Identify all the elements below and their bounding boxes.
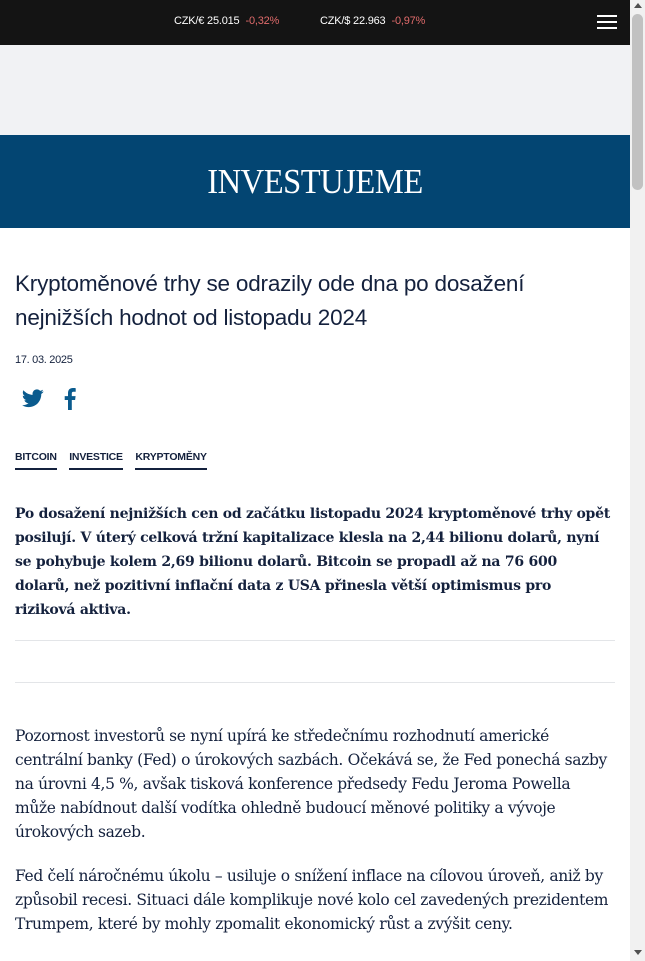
site-logo[interactable]: INVESTUJEME xyxy=(207,162,423,201)
ticker-change: -0,32% xyxy=(245,15,280,27)
ad-placeholder xyxy=(0,45,630,135)
ticker-pair: CZK/€ 25.015 xyxy=(174,15,240,27)
currency-ticker-bar xyxy=(0,0,630,45)
tag-investice[interactable]: INVESTICE xyxy=(69,451,123,470)
tag-kryptomeny[interactable]: KRYPTOMĚNY xyxy=(135,451,207,470)
scrollbar-thumb[interactable] xyxy=(632,14,643,190)
scroll-down-arrow-icon[interactable] xyxy=(634,950,642,955)
tag-bitcoin[interactable]: BITCOIN xyxy=(15,451,57,470)
ticker-change: -0,97% xyxy=(391,15,426,27)
ticker-item-usd[interactable] xyxy=(320,15,425,27)
twitter-icon[interactable] xyxy=(22,389,44,408)
article-date: 17. 03. 2025 xyxy=(15,354,73,366)
divider xyxy=(15,640,615,641)
ticker-pair: CZK/$ 22.963 xyxy=(320,15,386,27)
hamburger-menu-icon[interactable] xyxy=(597,14,617,30)
scroll-up-arrow-icon[interactable] xyxy=(634,3,642,8)
page-scrollbar[interactable] xyxy=(630,0,645,961)
menu-line xyxy=(597,15,617,17)
article-paragraph: Fed čelí náročnému úkolu – usiluje o snížení inflace na cílovou úroveň, aniž by způsobil recesi. Situaci dále komplikuje nové kolo cel zavedených prezidentem Trumpem, které by mohly zpomalit ekonomický růst a zvýšit ceny. xyxy=(15,867,609,933)
article-lead: Po dosažení nejnižších cen od začátku listopadu 2024 kryptoměnové trhy opět posilují. V úterý celková tržní kapitalizace klesla na 2,44 bilionu dolarů, nyní se pohybuje kolem 2,69 bilionu dolarů. Bitcoin se propadl až na 76 600 dolarů, než pozitivní inflační data z USA přinesla větší optimismus pro riziková aktiva. xyxy=(15,506,610,618)
ticker-item-eur[interactable] xyxy=(174,15,279,27)
menu-line xyxy=(597,21,617,23)
article-paragraph: Pozornost investorů se nyní upírá ke středečnímu rozhodnutí americké centrální banky (Fed) o úrokových sazbách. Očekává se, že Fed ponechá sazby na úrovni 4,5 %, avšak tisková konference předsedy Fedu Jeroma Powella může nabídnout další vodítka ohledně budoucí měnové politiky a vývoje úrokových sazeb. xyxy=(15,727,607,841)
divider xyxy=(15,682,615,683)
tag-list xyxy=(15,447,215,470)
facebook-icon[interactable] xyxy=(63,388,77,410)
article-title: Kryptoměnové trhy se odrazily ode dna po dosažení nejnižších hodnot od listopadu 2024 xyxy=(15,271,525,330)
menu-line xyxy=(597,27,617,29)
